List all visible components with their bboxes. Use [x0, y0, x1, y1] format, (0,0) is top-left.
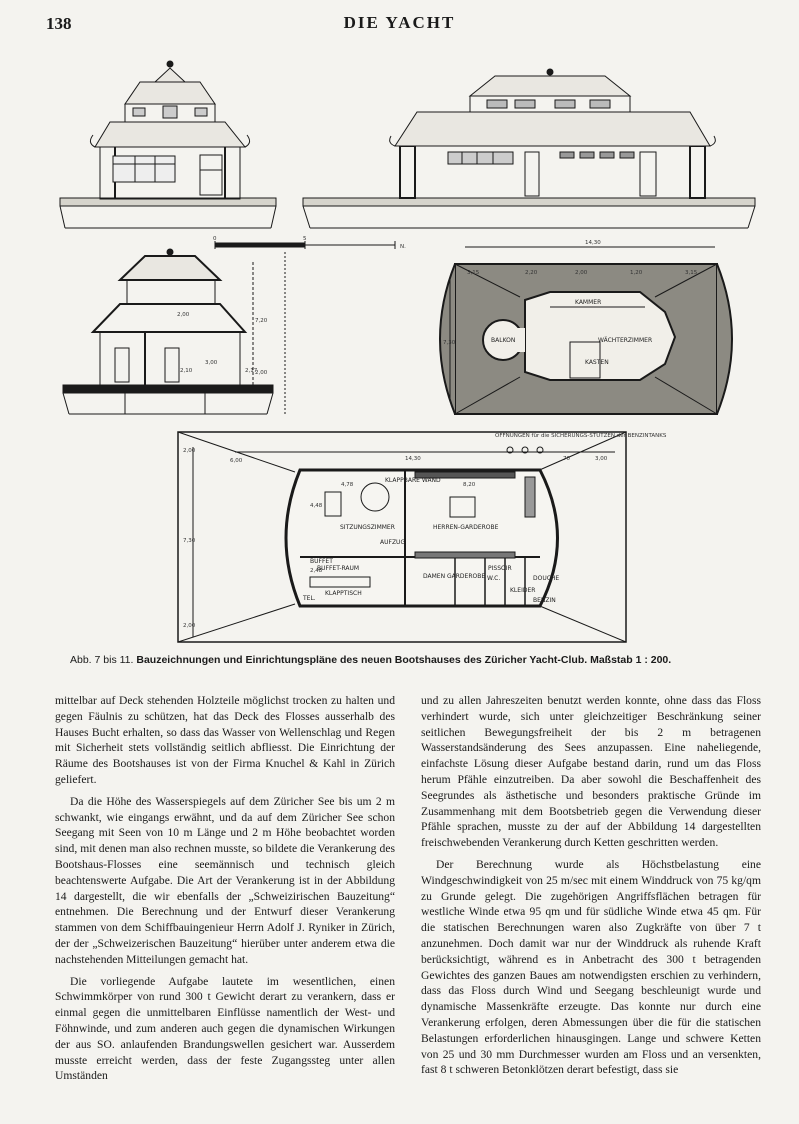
paragraph: Da die Höhe des Wasserspiegels auf dem Züricher See bis um 2 m schwankt, wie eingangs erwähnt, und da auf dem Züricher See schon Seegang mit Seen von 10 m Länge und 2 m Höhe beobachtet worden sind, mit denen man also rechnen musste, so bildete die Verankerung des Bootshaus-Flosses eine seemännisch und technisch gleich beachtenswerte Aufgabe. Die Art der Verankerung ist in der Abbildung 14 dargestellt, die wir ebenfalls der „Schweizirischen Bauzeitung“ entnehmen. Die Berechnung und der Entwurf dieser Verankerung stammen von dem Schiffbauingenieur Herrn Adolf J. Ryniker in Zürich, der der „Schweizerischen Bauzeitung“ hierüber unter anderem etwa die nachstehenden Mitteilungen gemacht hat. — [55, 794, 395, 966]
room-buffet: BUFFET — [310, 558, 333, 565]
drawings-svg — [55, 52, 760, 647]
floor-inner-4: 2,48 — [310, 568, 323, 574]
room-wc: W.C. — [487, 575, 501, 582]
roof-seg-4: 1,20 — [630, 270, 643, 276]
scale-tick-5: 5 — [303, 236, 307, 242]
floor-dim-3: 3,00 — [595, 456, 608, 462]
floor-dim-1430: 14,30 — [405, 456, 421, 462]
caption-scale: Maßstab 1 : 200. — [590, 654, 672, 666]
floor-plan-note: ÖFFNUNGEN für die SICHERUNGS-STÜTZEN der BENZINTANKS — [495, 433, 667, 439]
room-kleider: KLEIDER — [510, 587, 536, 594]
scale-tick-0: 0 — [213, 236, 217, 242]
scale-tick-n: N. — [400, 244, 406, 250]
room-waechterzimmer: WÄCHTERZIMMER — [598, 337, 653, 344]
room-kasten: KASTEN — [585, 359, 609, 366]
cross-section-drawing — [63, 249, 285, 414]
room-douche: DOUCHE — [533, 575, 560, 582]
page-number: 138 — [46, 14, 72, 33]
floor-side-3: 2,00 — [183, 623, 196, 629]
floor-dim-70: 70 — [563, 456, 570, 462]
floor-side-1: 2,00 — [183, 448, 196, 454]
room-herren-garderobe: HERREN-GARDEROBE — [433, 524, 499, 531]
floor-inner-2: 8,20 — [463, 482, 476, 488]
paragraph: mittelbar auf Deck stehenden Holzteile möglichst trocken zu halten und gegen Fäulnis zu schützen, hat das Deck des Flosses ausserhalb des Hauses Bucht erhalten, so dass das Wasser von Wellenschlag und Regen mit Sicherheit stets vollständig seitlich abfliesst. Die Einrichtung der Räume des Bootshauses ist von der Firma Knuchel & Kahl in Zürich geliefert. — [55, 694, 395, 786]
room-balkon: BALKON — [491, 337, 516, 344]
roof-plan-height: 7,30 — [443, 340, 456, 346]
figure-caption — [70, 654, 740, 666]
floor-dim-6: 6,00 — [230, 458, 243, 464]
section-dim-3: 3,00 — [205, 360, 218, 366]
section-dim-4: 7,20 — [255, 318, 268, 324]
right-text-column — [421, 693, 761, 1084]
floor-inner-3: 4,48 — [310, 503, 323, 509]
room-pissoir: PISSOIR — [488, 565, 512, 572]
roof-seg-3: 2,00 — [575, 270, 588, 276]
room-kammer: KAMMER — [575, 299, 602, 306]
paragraph: Die vorliegende Aufgabe lautete im wesentlichen, einen Schwimmkörper von rund 300 t Gewicht derart zu verankern, dass er einmal gegen die unmittelbaren Einflüsse namentlich der West- und Föhnwinde, und zum anderen auch gegen die dynamischen Wirkungen der aus SO. anlaufenden Brandungswellen gesichert war. Ausserdem musste erreicht werden, dass der feste Zugangssteg unter allen Umständen — [55, 974, 395, 1083]
architectural-drawings-figure — [55, 52, 760, 647]
caption-prefix: Abb. 7 bis 11. — [70, 654, 134, 666]
scale-bar — [215, 241, 395, 249]
section-dim-1: 2,00 — [177, 312, 190, 318]
caption-title: Bauzeichnungen und Einrichtungspläne des neuen Bootshauses des Züricher Yacht-Club. — [136, 654, 588, 666]
floor-side-2: 7,30 — [183, 538, 196, 544]
room-tel: TEL. — [303, 595, 316, 602]
left-text-column — [55, 693, 395, 1090]
room-buffet-raum: BUFFET-RAUM — [317, 565, 360, 572]
roof-seg-5: 3,15 — [685, 270, 698, 276]
paragraph: Der Berechnung wurde als Höchstbelastung eine Windgeschwindigkeit von 25 m/sec mit einem Winddruck von 75 kg/qm zu Grunde gelegt. Die zugehörigen Angriffsflächen betragen für westliche Winde etwa 95 qm und für südliche Winde etwa 45 qm. Für die statischen Berechnungen waren also Zugkräfte von über 7 t anzunehmen. Doch damit war nur der Winddruck als ruhende Kraft berücksichtigt, während es in Anbetracht des 300 t betragenden Gewichtes des ganzen Baues am notwendigsten erschien zu verhindern, dass das Floss durch Wind und Seegang beschleunigt wurde und dynamische Massenkräfte erzeugte. Das konnte nur durch eine Verankerung erfolgen, deren Abmessungen über die für die statischen Belastungen erforderlichen hinausgingen. Lange und schwere Ketten von 25 und 30 mm Durchmesser wurden am Floss und an versenkten, fast 8 t schweren Betonklötzen derart befestigt, dass sie — [421, 857, 761, 1077]
roof-plan-width: 14,30 — [585, 240, 601, 246]
room-klapptisch: KLAPPTISCH — [325, 590, 362, 597]
room-klappbare-wand: KLAPPBARE WAND — [385, 477, 441, 484]
room-damen-garderobe: DAMEN GARDEROBE — [423, 573, 486, 580]
side-elevation-drawing — [303, 69, 755, 228]
section-dim-5: 2,10 — [180, 368, 193, 374]
roof-seg-2: 2,20 — [525, 270, 538, 276]
front-elevation-drawing — [60, 61, 276, 228]
running-title: DIE YACHT — [343, 13, 456, 32]
room-benzin: BENZIN — [533, 597, 556, 604]
section-dim-6: 2,00 — [255, 370, 268, 376]
room-sitzungszimmer: SITZUNGSZIMMER — [340, 524, 395, 531]
paragraph: und zu allen Jahreszeiten benutzt werden konnte, ohne dass das Floss verhindert wurde, sich unter gleichzeitiger Beschränkung seiner seitlichen Bewegungsfreiheit der bis 2 m betragenen Wasserstandsänderung des Sees anzupassen. Eine naheliegende, einfachste Lösung dieser Aufgabe bestand darin, rund um das Floss herum Pfähle einzutreiben. Da aber sowohl die Beschaffenheit des Seegrundes als ästhetische und besonders praktische Gründe im Zusammenhang mit dem Bootsbetrieb gegen die Verwendung dieser Pfähle sprachen, musste zu der auf der Abbildung 14 dargestellten freischwebenden Verankerung durch Ketten geschritten werden. — [421, 694, 761, 850]
room-aufzug: AUFZUG — [380, 539, 406, 546]
roof-seg-1: 3,15 — [467, 270, 480, 276]
ground-floor-plan-drawing — [178, 432, 626, 642]
floor-inner-1: 4,78 — [341, 482, 354, 488]
section-dim-2: 2,17 — [245, 368, 258, 374]
